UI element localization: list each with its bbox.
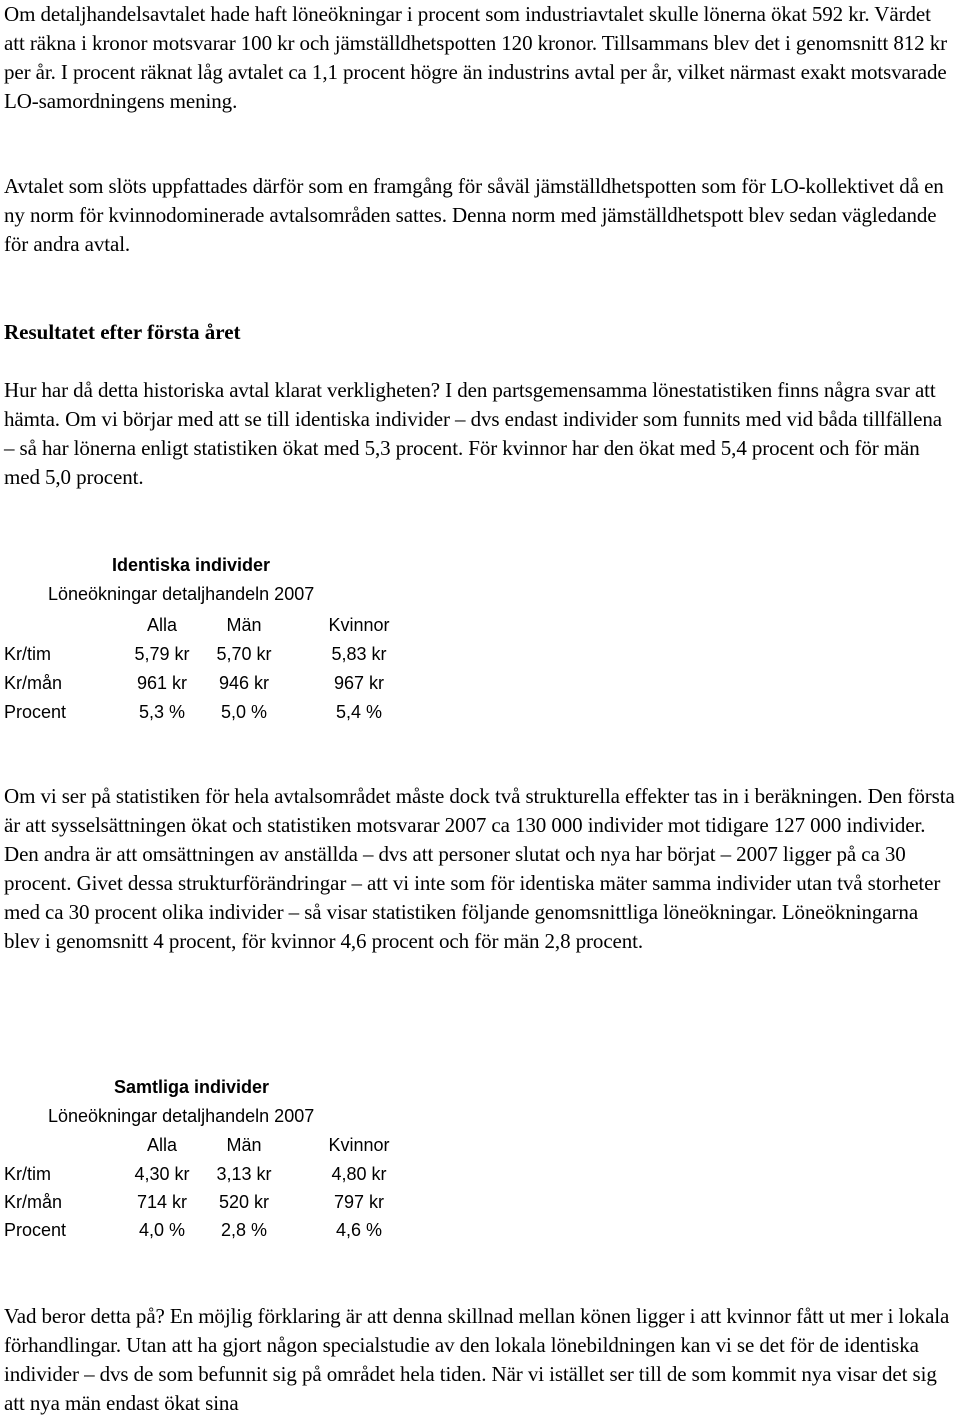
table-row [4, 642, 424, 666]
row-label: Procent [4, 1220, 67, 1240]
table-title: Samtliga individer [114, 1077, 270, 1097]
paragraph-agreement-value: Om detaljhandelsavtalet hade haft löneökningar i procent som industriavtalet skulle lönerna ökat 592 kr. Värdet att räkna i kronor motsvarar 100 kr och jämställdhetspotten 120 kronor. Tillsammans blev det i genomsnitt 812 kr per år. I procent räknat låg avtalet ca 1,1 procent högre än industrins avtal per år, vilket närmast exakt motsvarade LO-samordningens mening. [4, 2, 947, 113]
table-cell: 714 kr [136, 1192, 188, 1212]
table-row [4, 1162, 424, 1186]
row-label: Kr/mån [4, 1192, 63, 1212]
row-label: Procent [4, 702, 67, 722]
section-heading: Resultatet efter första året [4, 320, 241, 344]
table-row [4, 671, 424, 695]
row-label: Kr/mån [4, 673, 63, 693]
table-subtitle: Löneökningar detaljhandeln 2007 [48, 1106, 315, 1126]
table-subtitle: Löneökningar detaljhandeln 2007 [48, 584, 315, 604]
column-header-man: Män [226, 1135, 262, 1155]
column-header-man: Män [226, 615, 262, 635]
row-label: Kr/tim [4, 1164, 51, 1184]
table-cell: 5,83 kr [331, 644, 387, 664]
column-header-kvinnor: Kvinnor [328, 1135, 390, 1155]
column-header-alla: Alla [146, 615, 177, 635]
column-header-alla: Alla [146, 1135, 177, 1155]
table-cell: 520 kr [218, 1192, 270, 1212]
table-cell: 4,80 kr [331, 1164, 387, 1184]
table-cell: 2,8 % [220, 1220, 268, 1240]
table-cell: 4,30 kr [134, 1164, 190, 1184]
table-cell: 5,79 kr [134, 644, 190, 664]
column-header-kvinnor: Kvinnor [328, 615, 390, 635]
table-title: Identiska individer [112, 555, 271, 575]
paragraph-structural-effects: Om vi ser på statistiken för hela avtalsområdet måste dock två strukturella effekter tas in i beräkningen. Den första är att sysselsättningen ökat och statistiken motsvarar 2007 ca 130 000 individer mot tidigare 127 000 individer. Den andra är att omsättningen av anställda – dvs att personer slutat och nya har börjat – 2007 ligger på ca 30 procent. Givet dessa strukturförändringar – att vi inte som för identiska mäter samma individer utan två storheter med ca 30 procent olika individer – så visar statistiken följande genomsnittliga löneökningar. Löneökningarna blev i genomsnitt 4 procent, för kvinnor 4,6 procent och för män 2,8 procent. [4, 784, 955, 953]
paragraph-first-year-result: Hur har då detta historiska avtal klarat verkligheten? I den partsgemensamma lönestatistiken finns några svar att hämta. Om vi börjar med att se till identiska individer – dvs endast individer som funnits med vid båda tillfällena – så har lönerna enligt statistiken ökat med 5,3 procent. För kvinnor har den ökat med 5,4 procent och för män med 5,0 procent. [4, 378, 942, 489]
table-all-individuals [4, 1075, 424, 1255]
table-cell: 4,6 % [335, 1220, 383, 1240]
table-header-row [4, 1133, 424, 1157]
paragraph-agreement-success: Avtalet som slöts uppfattades därför som en framgång för såväl jämställdhetspotten som för LO-kollektivet då en ny norm för kvinnodominerade avtalsområden sattes. Denna norm med jämställdhetspott blev sedan vägledande för andra avtal. [4, 174, 944, 256]
table-cell: 967 kr [333, 673, 385, 693]
table-cell: 3,13 kr [216, 1164, 272, 1184]
paragraph-explanation: Vad beror detta på? En möjlig förklaring är att denna skillnad mellan könen ligger i att kvinnor fått ut mer i lokala förhandlingar. Utan att ha gjort någon specialstudie av den lokala lönebildningen kan vi se det för de identiska individer – dvs de som befunnit sig på området hela tiden. När vi istället ser till de som kommit nya visar det sig att nya män endast ökat sina [4, 1304, 950, 1415]
table-row [4, 700, 424, 724]
table-cell: 946 kr [218, 673, 270, 693]
table-cell: 797 kr [333, 1192, 385, 1212]
table-identical-individuals [4, 553, 424, 733]
table-cell: 5,70 kr [216, 644, 272, 664]
table-cell: 5,3 % [138, 702, 186, 722]
table-row [4, 1218, 424, 1242]
row-label: Kr/tim [4, 644, 51, 664]
table-row [4, 1190, 424, 1214]
table-cell: 961 kr [136, 673, 188, 693]
table-cell: 5,0 % [220, 702, 268, 722]
table-cell: 4,0 % [138, 1220, 186, 1240]
table-header-row [4, 613, 424, 637]
table-cell: 5,4 % [335, 702, 383, 722]
